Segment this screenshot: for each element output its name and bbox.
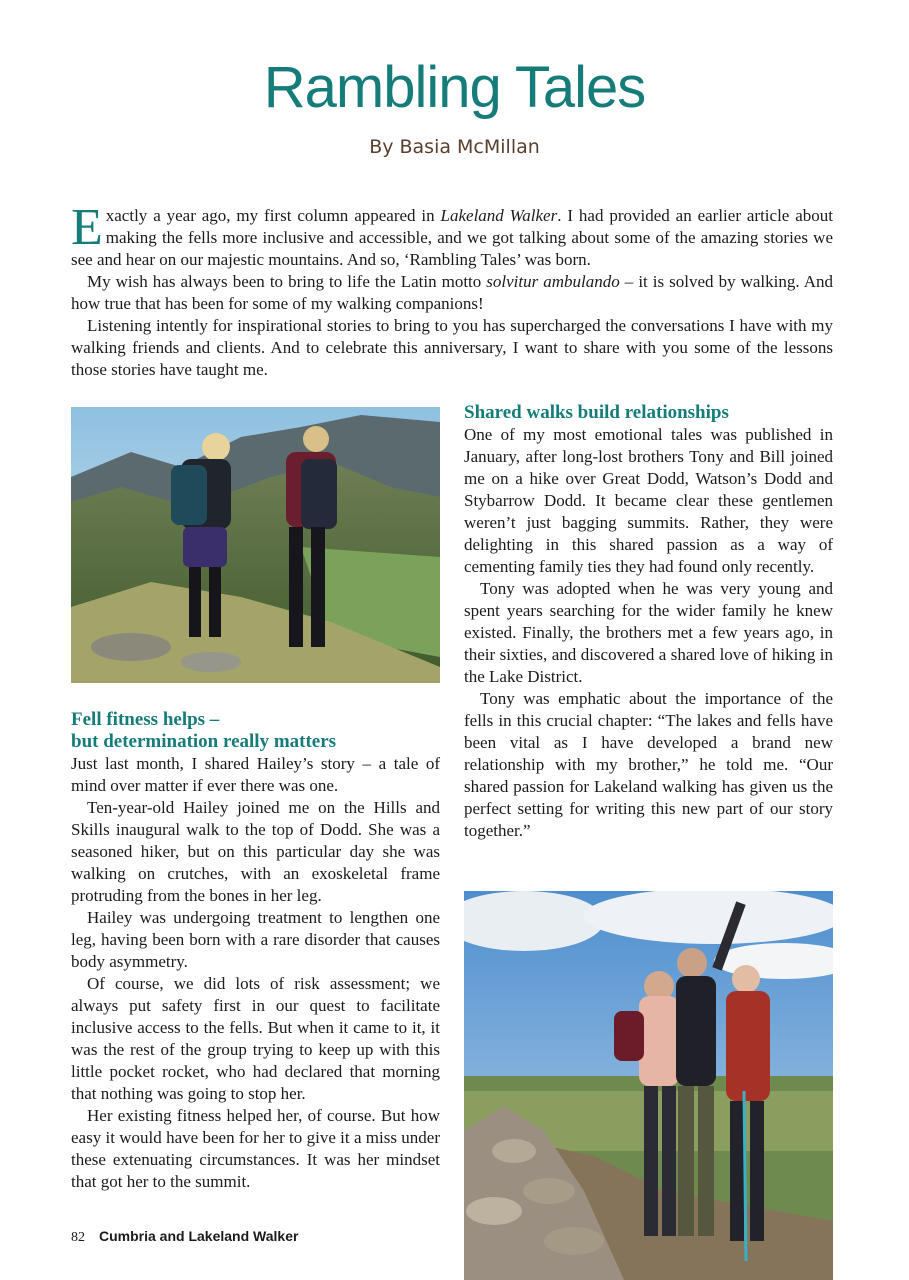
body-paragraph: Her existing fitness helped her, of course. But how easy it would have been for her to give it a miss under these extenuating circumstances. It was her mindset that got her to the summit. [71,1106,440,1191]
section-heading-shared-walks: Shared walks build relationships [464,402,729,423]
intro-paragraph-1: Exactly a year ago, my first column appeared in Lakeland Walker. I had provided an earlier article about making the fells more inclusive and accessible, and we got talking about some of the amazing stories we see and hear on our majestic mountains. And so, ‘Rambling Tales’ was born. [71,199,833,269]
article-title: Rambling Tales [263,55,646,120]
body-paragraph: Tony was emphatic about the importance of the fells in this crucial chapter: “The lakes and fells have been vital as I have developed a brand new relationship with my brother,” he told me. “Our shared passion for Lakeland walking has given us the perfect setting for writing this new part of our story together.” [464,689,833,840]
drop-cap: E [71,199,103,256]
body-paragraph: Ten-year-old Hailey joined me on the Hills and Skills inaugural walk to the top of Dodd. She was a seasoned hiker, but on this particular day she was walking on crutches, with an exoskeletal frame protruding from the bones in her leg. [71,798,440,905]
photo-group-selfie-cairn [464,891,833,1280]
body-paragraph: Of course, we did lots of risk assessment; we always put safety first in our quest to facilitate inclusive access to the fells. But when it came to it, it was the rest of the group trying to keep up with this little pocket rocket, who had declared that morning that nothing was going to stop her. [71,974,440,1103]
intro-paragraph-2: My wish has always been to bring to life the Latin motto solvitur ambulando – it is solved by walking. And how true that has been for some of my walking companions! [71,272,833,313]
body-paragraph: One of my most emotional tales was published in January, after long-lost brothers Tony and Bill joined me on a hike over Great Dodd, Watson’s Dodd and Stybarrow Dodd. It became clear these gentlemen weren’t just bagging summits. Rather, they were delighting in this shared passion as a way of cementing family ties they had found only recently. [464,425,833,576]
publication-name: Cumbria and Lakeland Walker [99,1228,299,1244]
body-paragraph: Tony was adopted when he was very young and spent years searching for the wider family he knew existed. Finally, the brothers met a few years ago, in their sixties, and discovered a shared love of hiking in the Lake District. [464,579,833,686]
page-footer [71,1228,298,1246]
page-number: 82 [71,1230,85,1245]
article-byline: By Basia McMillan [369,136,540,158]
body-paragraph: Just last month, I shared Hailey’s story – a tale of mind over matter if ever there was one. [71,754,440,795]
photo-hikers-on-fell [71,407,440,683]
section-heading-fell-fitness: Fell fitness helps – but determination really matters [71,709,337,752]
body-paragraph: Hailey was undergoing treatment to lengthen one leg, having been born with a rare disorder that causes body asymmetry. [71,908,440,971]
left-column [71,709,440,1193]
right-column [464,402,833,842]
intro-text [71,199,833,381]
intro-paragraph-3: Listening intently for inspirational stories to bring to you has supercharged the conversations I have with my walking friends and clients. And to celebrate this anniversary, I want to share with you some of the lessons those stories have taught me. [71,316,833,379]
